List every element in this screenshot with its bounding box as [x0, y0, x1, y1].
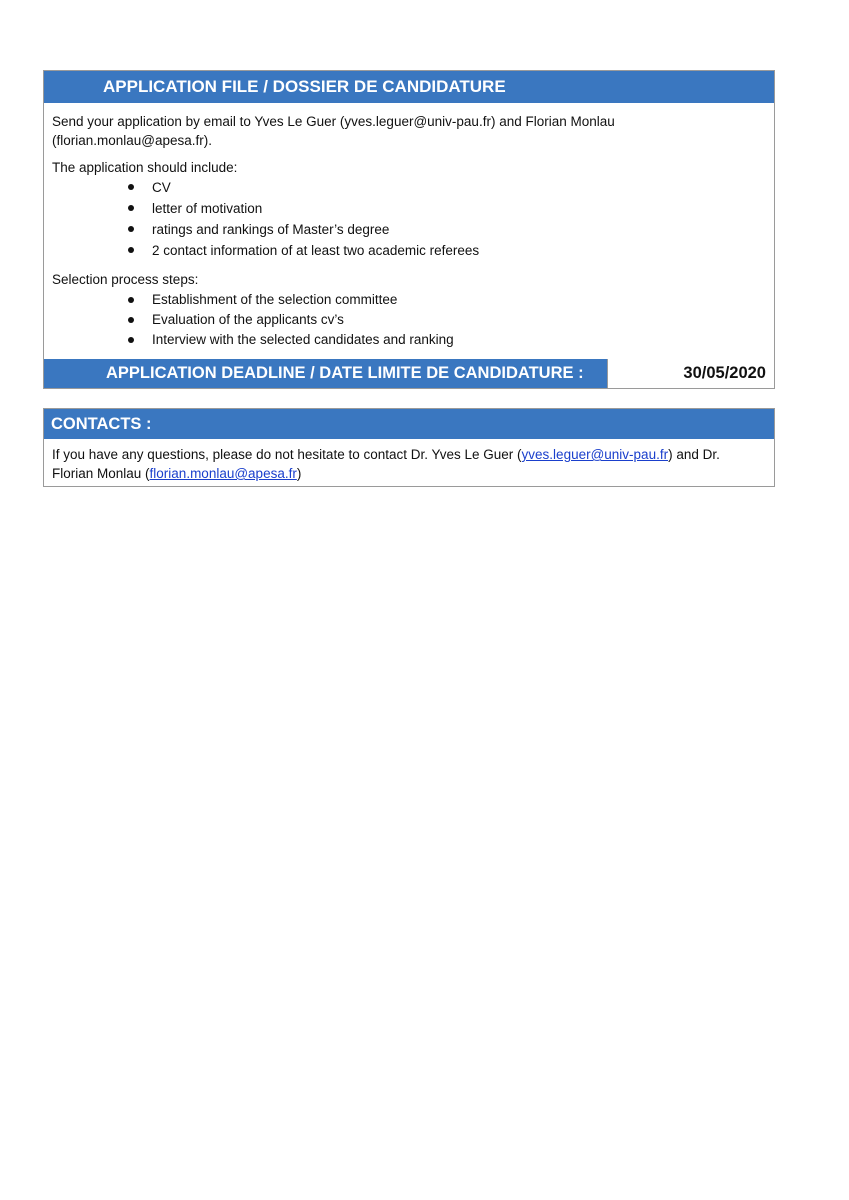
bullet-icon — [128, 247, 134, 253]
deadline-row — [44, 359, 774, 388]
include-list-heading: The application should include: — [52, 160, 238, 175]
list-item-text: Establishment of the selection committee — [152, 292, 398, 307]
application-instructions — [52, 112, 767, 150]
bullet-icon — [128, 297, 134, 303]
list-item — [44, 330, 454, 350]
bullet-icon — [128, 226, 134, 232]
contacts-line-1 — [52, 445, 767, 464]
list-item — [44, 219, 479, 240]
list-item-text: ratings and rankings of Master’s degree — [152, 222, 390, 237]
list-item — [44, 290, 454, 310]
deadline-date: 30/05/2020 — [607, 359, 774, 388]
contacts-title: CONTACTS : — [44, 409, 774, 439]
selection-steps-list — [44, 290, 454, 350]
list-item — [44, 310, 454, 330]
contacts-section — [43, 408, 775, 487]
bullet-icon — [128, 184, 134, 190]
email-link-florian-monlau[interactable]: florian.monlau@apesa.fr — [149, 466, 297, 481]
bullet-icon — [128, 317, 134, 323]
contacts-line-2 — [52, 464, 767, 483]
instructions-line-1: Send your application by email to Yves Le Guer (yves.leguer@univ-pau.fr) and Florian Monlau — [52, 114, 615, 129]
list-item-text: letter of motivation — [152, 201, 263, 216]
list-item-text: Interview with the selected candidates and ranking — [152, 332, 454, 347]
email-link-yves-le-guer[interactable]: yves.leguer@univ-pau.fr — [521, 447, 669, 462]
deadline-label: APPLICATION DEADLINE / DATE LIMITE DE CANDIDATURE : — [44, 359, 607, 388]
list-item-text: CV — [152, 180, 171, 195]
bullet-icon — [128, 337, 134, 343]
application-file-section — [43, 70, 775, 389]
bullet-icon — [128, 205, 134, 211]
instructions-line-2: (florian.monlau@apesa.fr). — [52, 133, 213, 148]
contacts-text-part: ) and Dr. — [668, 447, 720, 462]
application-file-title: APPLICATION FILE / DOSSIER DE CANDIDATURE — [44, 71, 774, 103]
list-item-text: Evaluation of the applicants cv’s — [152, 312, 344, 327]
contacts-text-part: Florian Monlau ( — [52, 466, 150, 481]
list-item-text: 2 contact information of at least two academic referees — [152, 243, 480, 258]
list-item — [44, 177, 479, 198]
contacts-text-part: ) — [296, 466, 302, 481]
contacts-text — [52, 445, 767, 483]
list-item — [44, 198, 479, 219]
list-item — [44, 240, 479, 261]
selection-steps-heading: Selection process steps: — [52, 272, 199, 287]
contacts-text-part: If you have any questions, please do not hesitate to contact Dr. Yves Le Guer ( — [52, 447, 522, 462]
application-requirements-list — [44, 177, 479, 261]
